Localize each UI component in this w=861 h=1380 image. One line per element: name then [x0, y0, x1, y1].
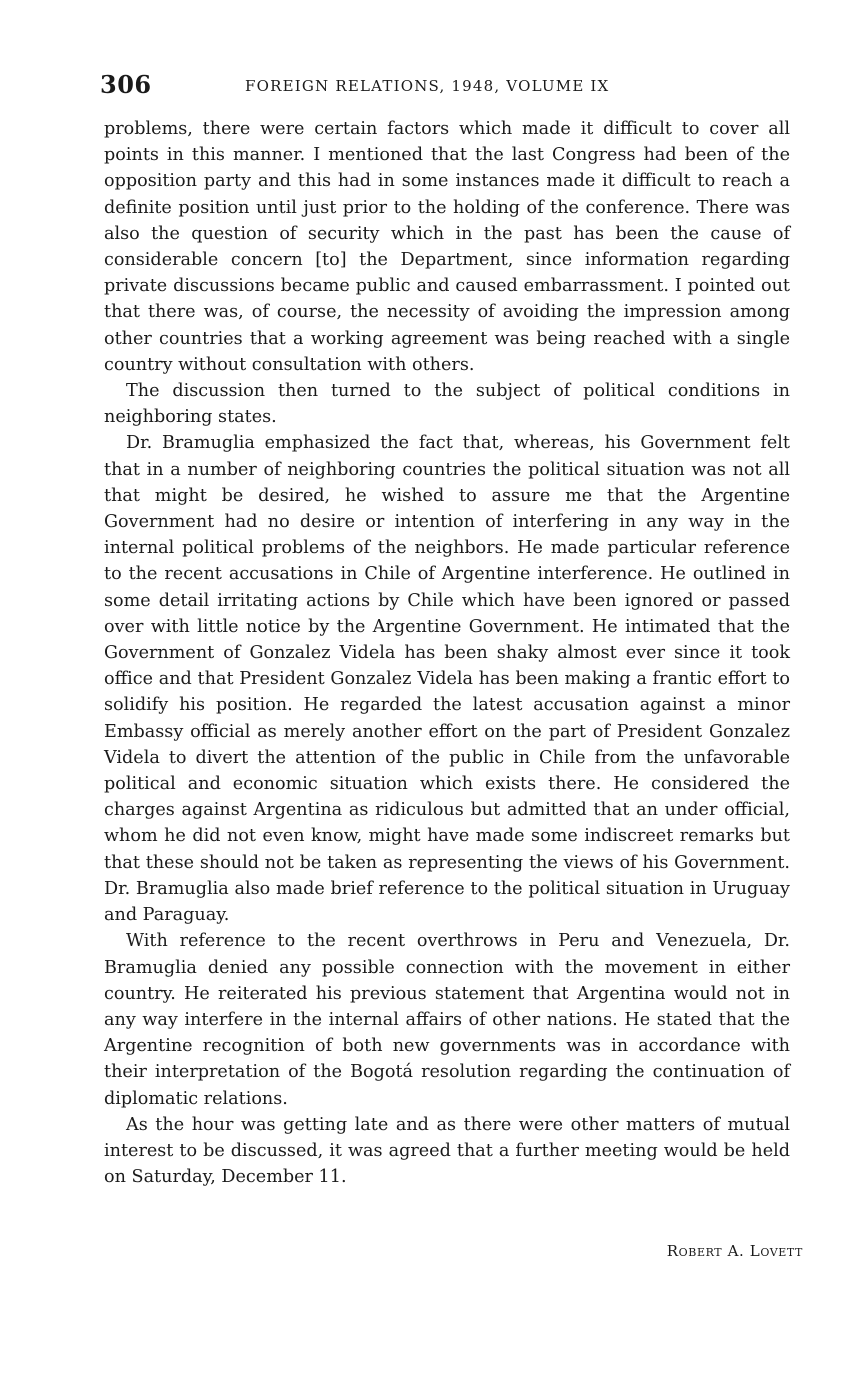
paragraph-political-conditions: The discussion then turned to the subject of political conditions in neighboring states. [104, 381, 790, 428]
page-number: 306 [100, 70, 152, 99]
running-head: FOREIGN RELATIONS, 1948, VOLUME IX [245, 77, 610, 95]
signature: Robert A. Lovett [666, 1242, 803, 1260]
paragraph-continued: problems, there were certain factors which made it difficult to cover all points in this manner. I mentioned that the last Congress had been of the opposition party and this had in some instances made it difficult to reach a definite position until just prior to the holding of the conference. There was also the question of security which in the past has been the cause of considerable concern [to] the Department, since information regarding private discussions became public and caused embarrassment. I pointed out that there was, of course, the necessity of avoiding the impression among other countries that a working agreement was being reached with a single country without consultation with others. [104, 119, 790, 375]
document-body [104, 116, 790, 1190]
paragraph-closing: As the hour was getting late and as there were other matters of mutual interest to be discussed, it was agreed that a further meeting would be held on Saturday, December 11. [104, 1114, 790, 1188]
page-header [100, 70, 790, 104]
paragraph-peru-venezuela: With reference to the recent overthrows in Peru and Venezuela, Dr. Bramuglia denied any possible connection with the movement in either country. He reiterated his previous statement that Argentina would not in any way interfere in the internal affairs of other nations. He stated that the Argentine recognition of both new governments was in accordance with their interpretation of the Bogotá resolution regarding the continuation of diplomatic relations. [104, 931, 790, 1109]
paragraph-bramuglia-chile: Dr. Bramuglia emphasized the fact that, whereas, his Government felt that in a number of neighboring countries the political situation was not all that might be desired, he wished to assure me that the Argentine Government had no desire or intention of interfering in any way in the internal political problems of the neighbors. He made particular reference to the recent accusations in Chile of Argentine interference. He outlined in some detail irritating actions by Chile which have been ignored or passed over with little notice by the Argentine Government. He intimated that the Government of Gonzalez Videla has been shaky almost ever since it took office and that President Gonzalez Videla has been making a frantic effort to solidify his position. He regarded the latest accusation against a minor Embassy official as merely another effort on the part of President Gonzalez Videla to divert the attention of the public in Chile from the unfavorable political and economic situation which exists there. He considered the charges against Argentina as ridiculous but admitted that an under official, whom he did not even know, might have made some indiscreet remarks but that these should not be taken as representing the views of his Government. Dr. Bramuglia also made brief reference to the political situation in Uruguay and Paraguay. [104, 433, 790, 926]
